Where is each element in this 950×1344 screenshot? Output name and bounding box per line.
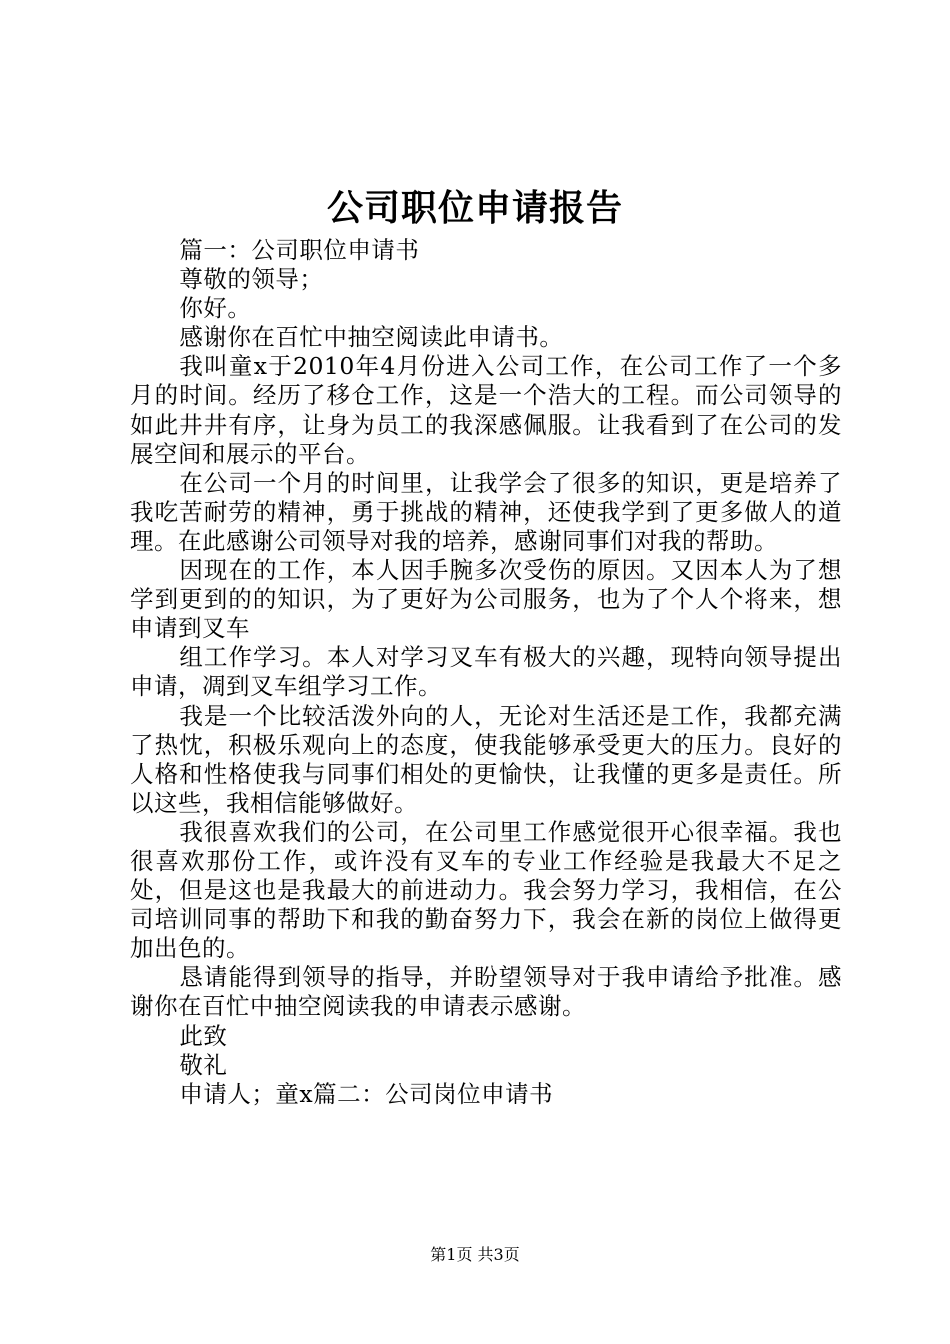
page-footer: 第1页 共3页 [430, 1245, 520, 1264]
body-paragraph: 在公司一个月的时间里，让我学会了很多的知识，更是培养了我吃苦耐劳的精神，勇于挑战的精神，还使我学到了更多做人的道理。在此感谢公司领导对我的培养，感谢同事们对我的帮助。 [130, 468, 842, 555]
body-paragraph: 组工作学习。本人对学习叉车有极大的兴趣，现特向领导提出申请，凋到叉车组学习工作。 [130, 643, 842, 701]
body-paragraph: 我叫童x于2010年4月份进入公司工作，在公司工作了一个多月的时间。经历了移仓工作，这是一个浩大的工程。而公司领导的如此井井有序，让身为员工的我深感佩服。让我看到了在公司的发展空间和展示的平台。 [130, 352, 842, 468]
closing-line: 此致 [179, 1021, 228, 1050]
closing-line: 敬礼 [179, 1050, 228, 1079]
document-title: 公司职位申请报告 [326, 187, 623, 229]
signature-line: 申请人；童x篇二：公司岗位申请书 [179, 1079, 554, 1108]
body-paragraph: 感谢你在百忙中抽空阅读此申请书。 [179, 323, 564, 352]
section-heading: 篇一：公司职位申请书 [179, 236, 420, 264]
document-body [130, 236, 842, 1109]
salutation: 尊敬的领导； [179, 265, 324, 294]
body-paragraph: 我是一个比较活泼外向的人，无论对生活还是工作，我都充满了热忱，积极乐观向上的态度，使我能够承受更大的压力。良好的人格和性格使我与同事们相处的更愉快，让我懂的更多是责任。所以这些，我相信能够做好。 [130, 701, 842, 817]
greeting: 你好。 [179, 294, 252, 323]
body-paragraph: 恳请能得到领导的指导，并盼望领导对于我申请给予批准。感谢你在百忙中抽空阅读我的申请表示感谢。 [130, 963, 842, 1021]
body-paragraph: 因现在的工作，本人因手腕多次受伤的原因。又因本人为了想学到更到的的知识，为了更好为公司服务，也为了个人个将来，想申请到叉车 [130, 556, 842, 643]
body-paragraph: 我很喜欢我们的公司，在公司里工作感觉很开心很幸福。我也很喜欢那份工作，或许没有叉车的专业工作经验是我最大不足之处，但是这也是我最大的前进动力。我会努力学习，我相信，在公司培训同事的帮助下和我的勤奋努力下，我会在新的岗位上做得更加出色的。 [130, 817, 842, 963]
